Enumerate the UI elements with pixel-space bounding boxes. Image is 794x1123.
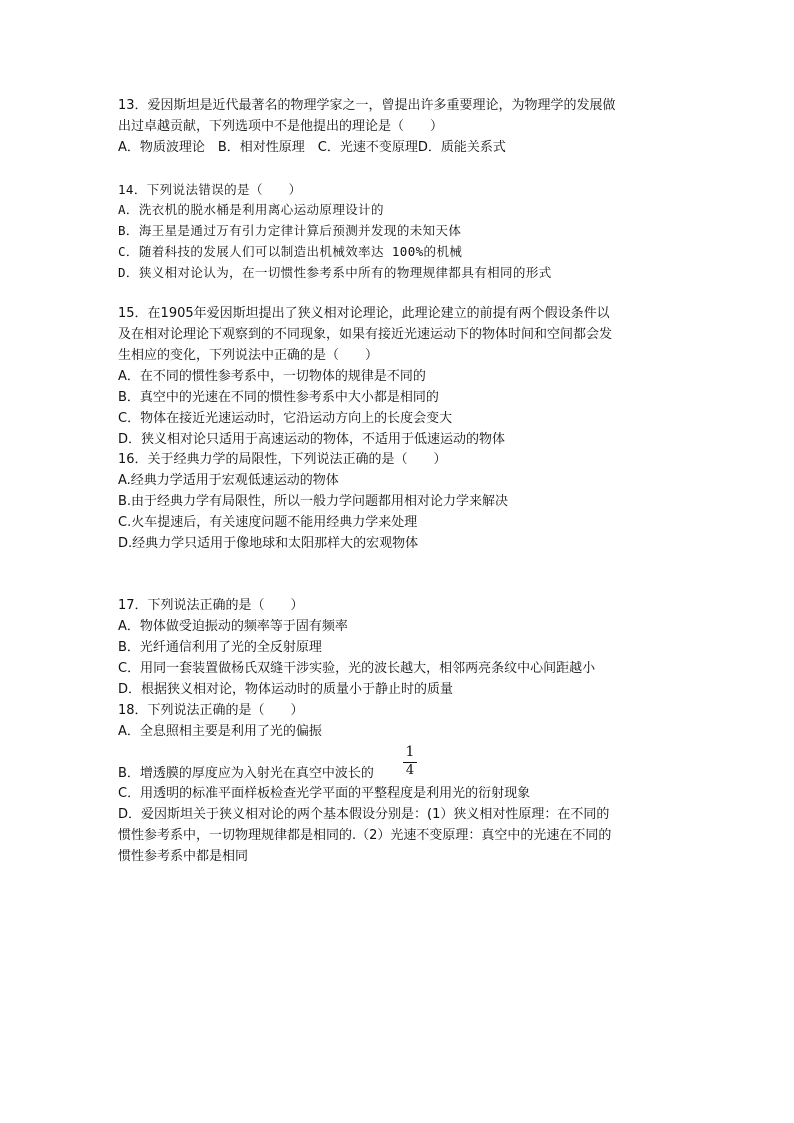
q18-option-b: B．增透膜的厚度应为入射光在真空中波长的	[118, 766, 374, 781]
fraction-numerator: 1	[405, 744, 415, 760]
q15-stem-line2: 及在相对论理论下观察到的不同现象，如果有接近光速运动下的物体时间和空间都会发	[118, 327, 613, 342]
q16-stem: 16．关于经典力学的局限性，下列说法正确的是（ ）	[118, 452, 447, 467]
q14-stem: 14．下列说法错误的是（ ）	[118, 182, 302, 197]
q15-stem-line1: 15．在1905年爱因斯坦提出了狭义相对论理论，此理论建立的前提有两个假设条件以	[118, 306, 610, 321]
q13-options: A．物质波理论 B．相对性原理 C．光速不变原理D．质能关系式	[118, 140, 506, 155]
q14-option-c: C．随着科技的发展人们可以制造出机械效率达 100%的机械	[118, 244, 463, 259]
q16-option-b: B.由于经典力学有局限性，所以一般力学问题都用相对论力学来解决	[118, 494, 509, 509]
q16-option-c: C.火车提速后，有关速度问题不能用经典力学来处理	[118, 515, 418, 530]
q15-stem-line3: 生相应的变化，下列说法中正确的是（ ）	[118, 348, 379, 363]
q15-option-d: D．狭义相对论只适用于高速运动的物体，不适用于低速运动的物体	[118, 432, 506, 447]
q17-stem: 17．下列说法正确的是（ ）	[118, 598, 304, 613]
one-quarter-fraction	[403, 744, 417, 778]
q17-option-b: B．光纤通信利用了光的全反射原理	[118, 640, 322, 655]
q15-option-b: B．真空中的光速在不同的惯性参考系中大小都是相同的	[118, 390, 439, 405]
q14-option-d: D．狭义相对论认为，在一切惯性参考系中所有的物理规律都具有相同的形式	[118, 265, 552, 280]
q15-option-c: C．物体在接近光速运动时，它沿运动方向上的长度会变大	[118, 411, 453, 426]
q13-stem-line2: 出过卓越贡献，下列选项中不是他提出的理论是（ ）	[118, 119, 444, 134]
q18-option-c: C．用透明的标准平面样板检查光学平面的平整程度是利用光的衍射现象	[118, 786, 531, 801]
q18-option-d-line3: 惯性参考系中都是相同	[118, 849, 249, 864]
q16-option-d: D.经典力学只适用于像地球和太阳那样大的宏观物体	[118, 536, 419, 551]
fraction-denominator: 4	[405, 763, 415, 778]
q15-option-a: A．在不同的惯性参考系中，一切物体的规律是不同的	[118, 369, 426, 384]
q18-stem: 18．下列说法正确的是（ ）	[118, 703, 304, 718]
q17-option-a: A．物体做受迫振动的频率等于固有频率	[118, 619, 348, 634]
q17-option-c: C．用同一套装置做杨氏双缝干涉实验，光的波长越大，相邻两亮条纹中心间距越小	[118, 661, 596, 676]
q18-option-a: A．全息照相主要是利用了光的偏振	[118, 724, 322, 739]
q18-option-d-line2: 惯性参考系中，一切物理规律都是相同的.（2）光速不变原理：真空中的光速在不同的	[118, 828, 612, 843]
q14-option-a: A．洗衣机的脱水桶是利用离心运动原理设计的	[118, 202, 384, 217]
q17-option-d: D．根据狭义相对论，物体运动时的质量小于静止时的质量	[118, 682, 454, 697]
q13-stem-line1: 13．爱因斯坦是近代最著名的物理学家之一，曾提出许多重要理论，为物理学的发展做	[118, 98, 616, 113]
q18-option-d-line1: D．爱因斯坦关于狭义相对论的两个基本假设分别是：(1）狭义相对性原理：在不同的	[118, 807, 610, 822]
q14-option-b: B．海王星是通过万有引力定律计算后预测并发现的未知天体	[118, 223, 462, 238]
q16-option-a: A.经典力学适用于宏观低速运动的物体	[118, 473, 339, 488]
